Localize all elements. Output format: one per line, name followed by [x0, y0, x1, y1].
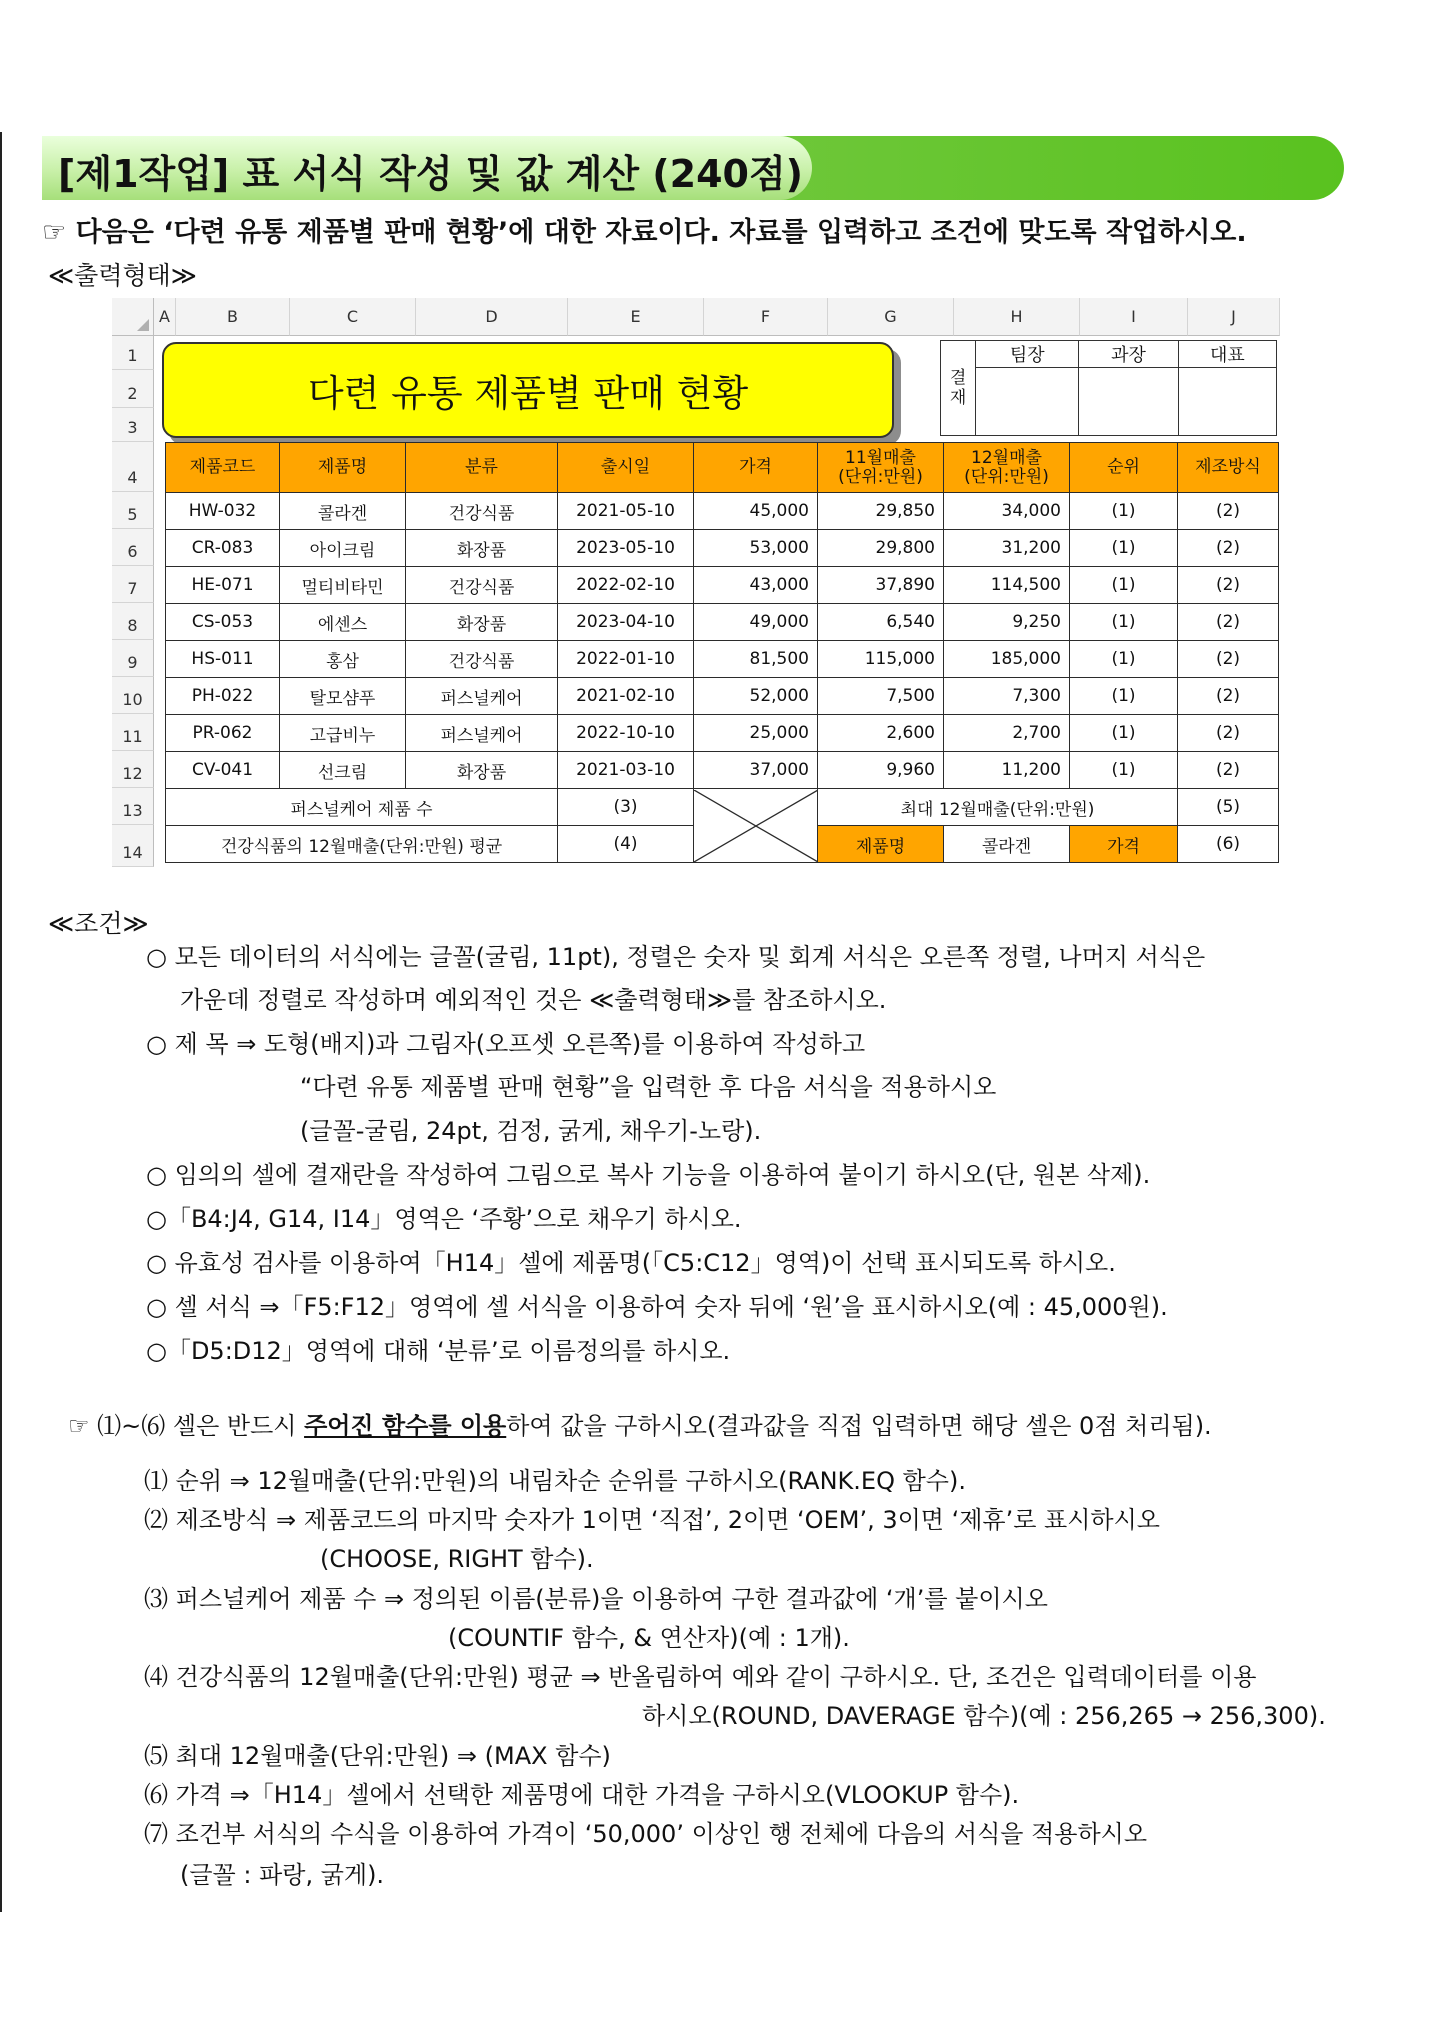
cell-nov-sales[interactable]: 2,600: [818, 715, 944, 752]
cell-manufacture[interactable]: (2): [1178, 567, 1279, 604]
cell-manufacture[interactable]: (2): [1178, 641, 1279, 678]
cell-date[interactable]: 2022-02-10: [558, 567, 694, 604]
max-dec-sales-value[interactable]: (5): [1178, 789, 1279, 826]
conditions-label: ≪조건≫: [48, 909, 149, 938]
table-row: [166, 678, 1279, 715]
row-header-14[interactable]: 14: [112, 825, 154, 867]
personal-care-count-label[interactable]: 퍼스널케어 제품 수: [166, 789, 558, 826]
condition-2-cont: “다련 유통 제품별 판매 현황”을 입력한 후 다음 서식을 적용하시오: [300, 1073, 997, 1101]
row-header-10[interactable]: 10: [112, 677, 154, 714]
cell-name[interactable]: 멀티비타민: [280, 567, 406, 604]
cell-name[interactable]: 선크림: [280, 752, 406, 789]
personal-care-count-value[interactable]: (3): [558, 789, 694, 826]
row-header-13[interactable]: 13: [112, 788, 154, 825]
cell-dec-sales[interactable]: 2,700: [944, 715, 1070, 752]
approval-role-manager: 과장: [1079, 341, 1178, 368]
cell-price[interactable]: 25,000: [694, 715, 818, 752]
col-header-e[interactable]: E: [568, 298, 704, 336]
cell-category[interactable]: 퍼스널케어: [406, 715, 558, 752]
approval-side-label: 결 재: [941, 341, 976, 436]
header-product-name[interactable]: 제품명: [280, 443, 406, 493]
row-header-7[interactable]: 7: [112, 566, 154, 603]
cross-out-lines: [694, 790, 818, 862]
cell-date[interactable]: 2021-02-10: [558, 678, 694, 715]
header-nov-sales[interactable]: 11월매출 (단위:만원): [818, 443, 944, 493]
table-row: [166, 604, 1279, 641]
cell-price[interactable]: 43,000: [694, 567, 818, 604]
cell-nov-sales[interactable]: 6,540: [818, 604, 944, 641]
table-row: [166, 641, 1279, 678]
condition-7: ○「D5:D12」영역에 대해 ‘분류’로 이름정의를 하시오.: [146, 1337, 731, 1365]
tasks-intro-post: 하여 값을 구하시오(결과값을 직접 입력하면 해당 셀은 0점 처리됨).: [506, 1412, 1212, 1440]
cell-manufacture[interactable]: (2): [1178, 715, 1279, 752]
cell-name[interactable]: 아이크림: [280, 530, 406, 567]
cell-manufacture[interactable]: (2): [1178, 604, 1279, 641]
cell-category[interactable]: 화장품: [406, 752, 558, 789]
cell-code[interactable]: HW-032: [166, 493, 280, 530]
cell-name[interactable]: 홍삼: [280, 641, 406, 678]
task-2: ⑵ 제조방식 ⇒ 제품코드의 마지막 숫자가 1이면 ‘직접’, 2이면 ‘OEM’, 3이면 ‘제휴’로 표시하시오: [144, 1506, 1160, 1534]
cell-code[interactable]: PR-062: [166, 715, 280, 752]
header-category[interactable]: 분류: [406, 443, 558, 493]
cell-code[interactable]: PH-022: [166, 678, 280, 715]
condition-1-cont: 가운데 정렬로 작성하며 예외적인 것은 ≪출력형태≫를 참조하시오.: [180, 986, 887, 1014]
task-3: ⑶ 퍼스널케어 제품 수 ⇒ 정의된 이름(분류)을 이용하여 구한 결과값에 ‘개’를 붙이시오: [144, 1585, 1048, 1613]
row-header-6[interactable]: 6: [112, 529, 154, 566]
cell-nov-sales[interactable]: 37,890: [818, 567, 944, 604]
cell-manufacture[interactable]: (2): [1178, 493, 1279, 530]
cell-dec-sales[interactable]: 34,000: [944, 493, 1070, 530]
task-2-cont: (CHOOSE, RIGHT 함수).: [320, 1545, 594, 1573]
cell-rank[interactable]: (1): [1070, 715, 1178, 752]
cell-code[interactable]: CR-083: [166, 530, 280, 567]
task-4-cont: 하시오(ROUND, DAVERAGE 함수)(예 : 256,265 → 256,300).: [642, 1702, 1326, 1730]
cell-rank[interactable]: (1): [1070, 530, 1178, 567]
condition-2-format: (글꼴-굴림, 24pt, 검정, 굵게, 채우기-노랑).: [300, 1117, 762, 1145]
header-price[interactable]: 가격: [694, 443, 818, 493]
approval-sign-manager[interactable]: [1079, 368, 1178, 436]
row-header-4[interactable]: 4: [112, 442, 154, 492]
cell-nov-sales[interactable]: 7,500: [818, 678, 944, 715]
condition-3: ○ 임의의 셀에 결재란을 작성하여 그림으로 복사 기능을 이용하여 붙이기 하시오(단, 원본 삭제).: [146, 1161, 1151, 1189]
row-header-11[interactable]: 11: [112, 714, 154, 751]
row-header-3[interactable]: 3: [112, 408, 154, 442]
cell-manufacture[interactable]: (2): [1178, 530, 1279, 567]
cell-price[interactable]: 52,000: [694, 678, 818, 715]
cell-rank[interactable]: (1): [1070, 752, 1178, 789]
tasks-intro-emphasis: 주어진 함수를 이용: [304, 1412, 507, 1440]
tasks-intro-pre: ☞ ⑴~⑹ 셀은 반드시: [68, 1412, 305, 1440]
condition-5: ○ 유효성 검사를 이용하여「H14」셀에 제품명(「C5:C12」영역)이 선택 표시되도록 하시오.: [146, 1249, 1116, 1277]
cell-name[interactable]: 고급비누: [280, 715, 406, 752]
product-name-select[interactable]: 콜라겐: [944, 826, 1070, 863]
table-row: [166, 567, 1279, 604]
cell-category[interactable]: 화장품: [406, 530, 558, 567]
cell-date[interactable]: 2023-05-10: [558, 530, 694, 567]
condition-4: ○「B4:J4, G14, I14」영역은 ‘주황’으로 채우기 하시오.: [146, 1205, 742, 1233]
table-row: [166, 530, 1279, 567]
cell-code[interactable]: HS-011: [166, 641, 280, 678]
data-table: [165, 442, 1279, 863]
approval-sign-ceo[interactable]: [1178, 368, 1276, 436]
cell-code[interactable]: CS-053: [166, 604, 280, 641]
cell-nov-sales[interactable]: 29,800: [818, 530, 944, 567]
condition-2: ○ 제 목 ⇒ 도형(배지)과 그림자(오프셋 오른쪽)를 이용하여 작성하고: [146, 1030, 866, 1058]
cell-date[interactable]: 2022-10-10: [558, 715, 694, 752]
table-row: [166, 715, 1279, 752]
cell-date[interactable]: 2023-04-10: [558, 604, 694, 641]
col-header-b[interactable]: B: [176, 298, 290, 336]
sheet-title-badge[interactable]: 다련 유통 제품별 판매 현황: [162, 342, 894, 438]
cell-nov-sales[interactable]: 115,000: [818, 641, 944, 678]
col-header-j[interactable]: J: [1188, 298, 1280, 336]
cell-dec-sales[interactable]: 31,200: [944, 530, 1070, 567]
intro-text: ☞ 다음은 ‘다련 유통 제품별 판매 현황’에 대한 자료이다. 자료를 입력하고 조건에 맞도록 작업하시오.: [42, 217, 1247, 248]
cell-dec-sales[interactable]: 9,250: [944, 604, 1070, 641]
table-row: [166, 752, 1279, 789]
health-avg-label[interactable]: 건강식품의 12월매출(단위:만원) 평균: [166, 826, 558, 863]
cell-rank[interactable]: (1): [1070, 493, 1178, 530]
row-header-8[interactable]: 8: [112, 603, 154, 640]
cell-dec-sales[interactable]: 114,500: [944, 567, 1070, 604]
header-product-code[interactable]: 제품코드: [166, 443, 280, 493]
cell-price[interactable]: 81,500: [694, 641, 818, 678]
row-header-12[interactable]: 12: [112, 751, 154, 788]
approval-role-teamlead: 팀장: [976, 341, 1079, 368]
cell-category[interactable]: 건강식품: [406, 567, 558, 604]
col-header-d[interactable]: D: [416, 298, 568, 336]
product-name-label[interactable]: 제품명: [818, 826, 944, 863]
cell-name[interactable]: 에센스: [280, 604, 406, 641]
cell-price[interactable]: 45,000: [694, 493, 818, 530]
cell-rank[interactable]: (1): [1070, 641, 1178, 678]
max-dec-sales-label[interactable]: 최대 12월매출(단위:만원): [818, 789, 1178, 826]
task-7: ⑺ 조건부 서식의 수식을 이용하여 가격이 ‘50,000’ 이상인 행 전체에 다음의 서식을 적용하시오: [144, 1820, 1148, 1848]
row-header-9[interactable]: 9: [112, 640, 154, 677]
cell-nov-sales[interactable]: 29,850: [818, 493, 944, 530]
approval-role-ceo: 대표: [1178, 341, 1276, 368]
health-avg-value[interactable]: (4): [558, 826, 694, 863]
cell-category[interactable]: 건강식품: [406, 493, 558, 530]
cell-category[interactable]: 건강식품: [406, 641, 558, 678]
task-7-cont: (글꼴 : 파랑, 굵게).: [180, 1861, 385, 1889]
col-header-h[interactable]: H: [954, 298, 1080, 336]
row-header-5[interactable]: 5: [112, 492, 154, 529]
cell-nov-sales[interactable]: 9,960: [818, 752, 944, 789]
cell-dec-sales[interactable]: 7,300: [944, 678, 1070, 715]
col-header-f[interactable]: F: [704, 298, 828, 336]
col-header-c[interactable]: C: [290, 298, 416, 336]
approval-table[interactable]: [940, 340, 1277, 436]
task-1: ⑴ 순위 ⇒ 12월매출(단위:만원)의 내림차순 순위를 구하시오(RANK.EQ 함수).: [144, 1467, 966, 1495]
col-header-g[interactable]: G: [828, 298, 954, 336]
header-manufacture[interactable]: 제조방식: [1178, 443, 1279, 493]
cell-rank[interactable]: (1): [1070, 678, 1178, 715]
task-5: ⑸ 최대 12월매출(단위:만원) ⇒ (MAX 함수): [144, 1742, 611, 1770]
cell-rank[interactable]: (1): [1070, 567, 1178, 604]
row-header-2[interactable]: 2: [112, 370, 154, 408]
price-label[interactable]: 가격: [1070, 826, 1178, 863]
condition-6: ○ 셀 서식 ⇒「F5:F12」영역에 셀 서식을 이용하여 숫자 뒤에 ‘원’을 표시하시오(예 : 45,000원).: [146, 1293, 1168, 1321]
task-6: ⑹ 가격 ⇒「H14」셀에서 선택한 제품명에 대한 가격을 구하시오(VLOOKUP 함수).: [144, 1781, 1020, 1809]
cell-price[interactable]: 37,000: [694, 752, 818, 789]
cell-name[interactable]: 콜라겐: [280, 493, 406, 530]
cell-category[interactable]: 퍼스널케어: [406, 678, 558, 715]
approval-sign-teamlead[interactable]: [976, 368, 1079, 436]
cell-category[interactable]: 화장품: [406, 604, 558, 641]
cell-date[interactable]: 2021-05-10: [558, 493, 694, 530]
col-header-a[interactable]: A: [154, 298, 176, 336]
cell-price[interactable]: 53,000: [694, 530, 818, 567]
cell-manufacture[interactable]: (2): [1178, 752, 1279, 789]
condition-1: ○ 모든 데이터의 서식에는 글꼴(굴림, 11pt), 정렬은 숫자 및 회계 서식은 오른쪽 정렬, 나머지 서식은: [146, 943, 1206, 971]
tasks-intro: [68, 1411, 1212, 1441]
select-all-corner[interactable]: [112, 298, 154, 336]
task-4: ⑷ 건강식품의 12월매출(단위:만원) 평균 ⇒ 반올림하여 예와 같이 구하시오. 단, 조건은 입력데이터를 이용: [144, 1663, 1257, 1691]
cell-code[interactable]: CV-041: [166, 752, 280, 789]
table-row: [166, 493, 1279, 530]
price-lookup-value[interactable]: (6): [1178, 826, 1279, 863]
cell-dec-sales[interactable]: 11,200: [944, 752, 1070, 789]
cell-price[interactable]: 49,000: [694, 604, 818, 641]
row-header-1[interactable]: 1: [112, 336, 154, 370]
header-release-date[interactable]: 출시일: [558, 443, 694, 493]
section-title: [제1작업] 표 서식 작성 및 값 계산 (240점): [58, 152, 804, 196]
output-label: ≪출력형태≫: [48, 261, 197, 290]
left-margin-rule: [0, 132, 2, 1912]
summary-row-13: [166, 789, 1279, 826]
cell-dec-sales[interactable]: 185,000: [944, 641, 1070, 678]
col-header-i[interactable]: I: [1080, 298, 1188, 336]
cell-date[interactable]: 2022-01-10: [558, 641, 694, 678]
cell-date[interactable]: 2021-03-10: [558, 752, 694, 789]
cell-manufacture[interactable]: (2): [1178, 678, 1279, 715]
task-3-cont: (COUNTIF 함수, & 연산자)(예 : 1개).: [448, 1624, 850, 1652]
header-dec-sales[interactable]: 12월매출 (단위:만원): [944, 443, 1070, 493]
section-banner: [42, 136, 1344, 200]
crossed-cell: [694, 789, 818, 863]
cell-rank[interactable]: (1): [1070, 604, 1178, 641]
header-rank[interactable]: 순위: [1070, 443, 1178, 493]
cell-name[interactable]: 탈모샴푸: [280, 678, 406, 715]
cell-code[interactable]: HE-071: [166, 567, 280, 604]
